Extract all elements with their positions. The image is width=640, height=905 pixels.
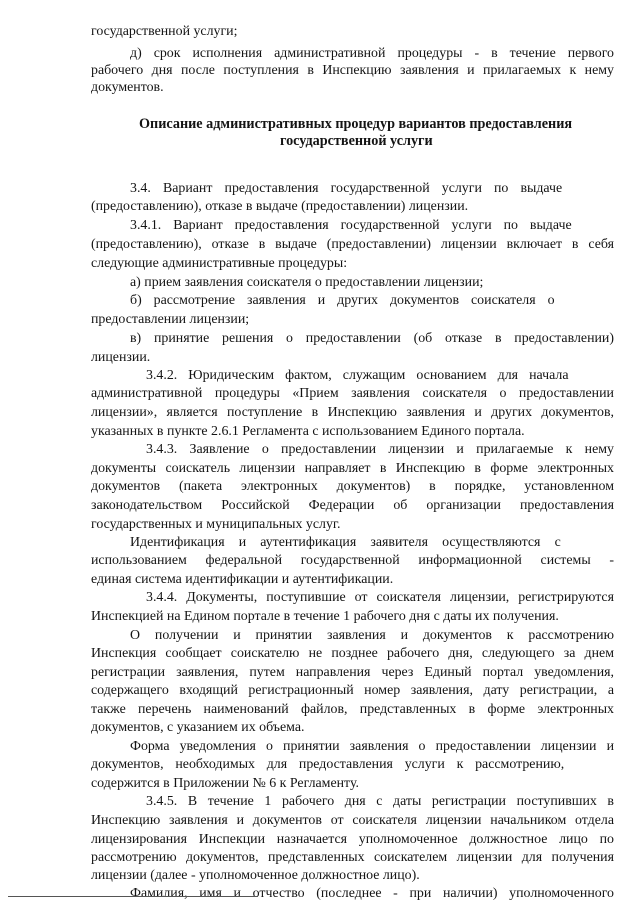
text-line: рабочего дня после поступления в Инспекцию заявления и прилагаемых к нему — [91, 63, 614, 78]
text-line: документов. — [91, 80, 164, 95]
text-line: следующие административные процедуры: — [91, 256, 348, 271]
text-line: указанных в пункте 2.6.1 Регламента с использованием Единого портала. — [91, 424, 525, 439]
text-line: документов, необходимых для предоставления услуги к рассмотрению, — [91, 757, 565, 772]
text-line: лицензии. — [91, 350, 151, 365]
text-line: 3.4.2. Юридическим фактом, служащим основанием для начала — [146, 368, 569, 383]
text-line: в) принятие решения о предоставлении (об отказе в предоставлении) — [130, 331, 614, 346]
text-line: лицензирования Инспекции назначается уполномоченное должностное лицо по — [91, 832, 614, 847]
text-line: б) рассмотрение заявления и других документов соискателя о — [130, 293, 555, 308]
text-line: Фамилия, имя и отчество (последнее - при наличии) уполномоченного — [130, 886, 614, 901]
text-line: документов (пакета электронных документов) в порядке, установленном — [91, 479, 614, 494]
text-line: предоставлении лицензии; — [91, 312, 250, 327]
text-line: а) прием заявления соискателя о предоставлении лицензии; — [130, 275, 484, 290]
text-line: законодательством Российской Федерации об организации предоставления — [91, 498, 614, 513]
text-line: единая система идентификации и аутентификации. — [91, 572, 394, 587]
text-line: Идентификация и аутентификация заявителя осуществляются с — [130, 535, 561, 550]
text-line: рассмотрению документов, представленных соискателем лицензии для получения — [91, 850, 614, 865]
text-line: 3.4.4. Документы, поступившие от соискателя лицензии, регистрируются — [146, 590, 614, 605]
text-line: административной процедуры «Прием заявления соискателя о предоставлении — [91, 386, 614, 401]
text-line: также перечень наименований файлов, представленных в форме электронных — [91, 702, 614, 717]
text-line: документов, с указанием их объема. — [91, 720, 305, 735]
text-line: 3.4.3. Заявление о предоставлении лицензии и прилагаемые к нему — [146, 442, 614, 457]
text-line: содержится в Приложении № 6 к Регламенту. — [91, 776, 359, 791]
text-line: 3.4.5. В течение 1 рабочего дня с даты регистрации поступивших в — [146, 794, 614, 809]
text-line: документы соискатель лицензии направляет в Инспекцию в форме электронных — [91, 461, 614, 476]
text-line: лицензии», является поступление в Инспекцию заявления и других документов, — [91, 405, 614, 420]
text-line: Форма уведомления о принятии заявления о предоставлении лицензии и — [130, 739, 614, 754]
text-line: государственных и муниципальных услуг. — [91, 517, 341, 532]
footnote-rule — [8, 896, 258, 897]
text-line: регистрации заявления, путем направления через Единый портал уведомления, — [91, 665, 614, 680]
text-line: лицензии (далее - уполномоченное должностное лицо). — [91, 868, 420, 883]
text-line: 3.4.1. Вариант предоставления государственной услуги по выдаче — [130, 218, 572, 233]
text-line: Инспекцией на Едином портале в течение 1 рабочего дня с даты их получения. — [91, 609, 559, 624]
text-line: Инспекцию заявления и документов от соискателя лицензии начальником отдела — [91, 813, 614, 828]
text-line: Инспекция сообщает соискателю не позднее рабочего дня, следующего за днем — [91, 646, 614, 661]
section-heading-line: Описание административных процедур вариантов предоставления — [139, 116, 573, 132]
text-line: использованием федеральной государственной информационной системы - — [91, 553, 614, 568]
text-line: государственной услуги; — [91, 24, 238, 39]
text-line: (предоставлению), отказе в выдаче (предоставлении) лицензии. — [91, 199, 469, 214]
text-line: д) срок исполнения административной процедуры - в течение первого — [130, 46, 614, 61]
text-line: содержащего входящий регистрационный номер заявления, дату регистрации, а — [91, 683, 614, 698]
text-line: О получении и принятии заявления и документов к рассмотрению — [130, 628, 614, 643]
text-line: (предоставлению), отказе в выдаче (предоставлении) лицензии включает в себя — [91, 237, 614, 252]
text-line: 3.4. Вариант предоставления государственной услуги по выдаче — [130, 181, 563, 196]
section-heading-line: государственной услуги — [280, 133, 433, 149]
